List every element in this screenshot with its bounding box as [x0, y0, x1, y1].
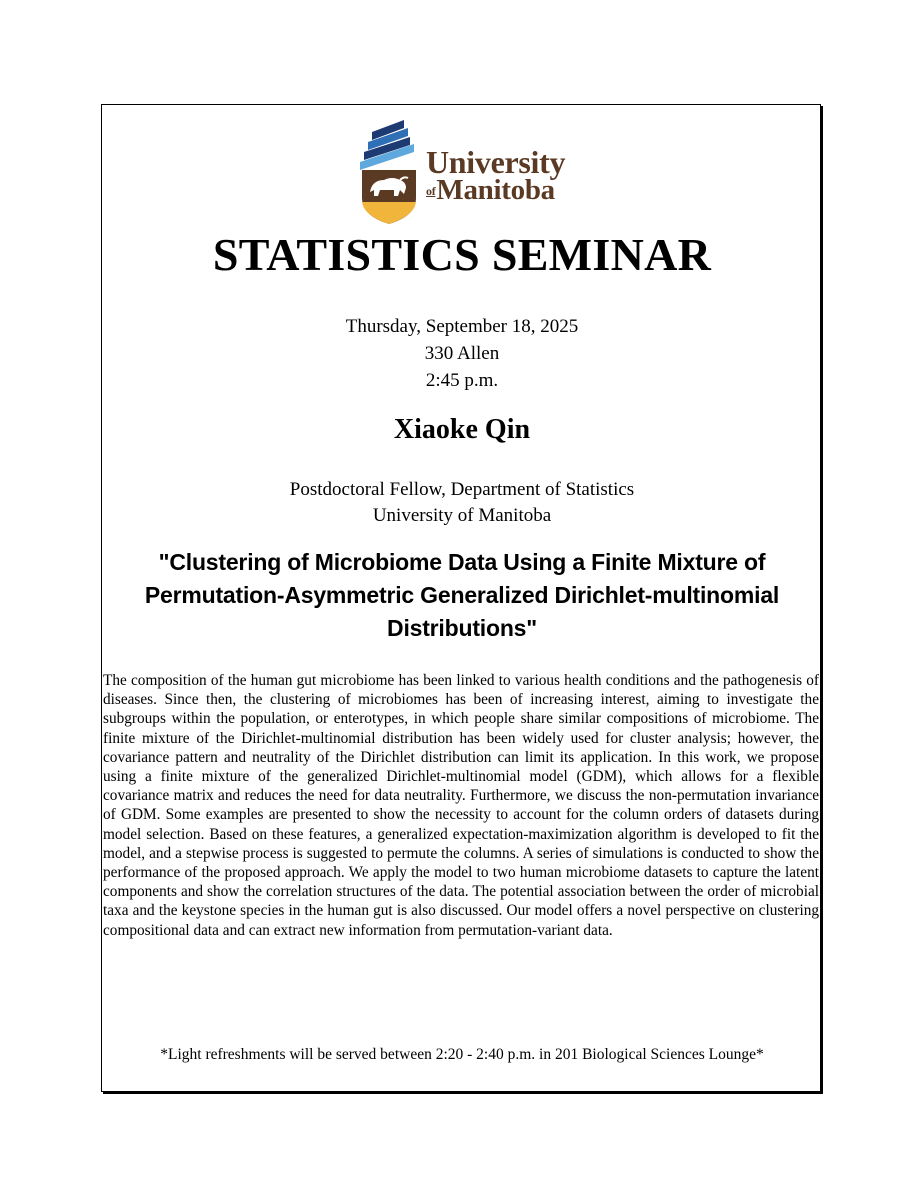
seminar-title: STATISTICS SEMINAR [212, 229, 712, 280]
university-logo [358, 120, 598, 224]
event-room: 330 Allen [424, 343, 500, 364]
poster-border-shadow-bottom [103, 1092, 823, 1094]
speaker-name: Xiaoke Qin [393, 414, 531, 445]
logo-wordmark-university: University [426, 144, 566, 180]
talk-title-line-1: "Clustering of Microbiome Data Using a Finite Mixture of [158, 549, 766, 575]
logo-wordmark-of: of [426, 184, 436, 198]
speaker-position: Postdoctoral Fellow, Department of Statistics [289, 479, 635, 500]
bison-crest-icon [358, 120, 420, 224]
refreshments-note: *Light refreshments will be served between 2:20 - 2:40 p.m. in 201 Biological Sciences Lounge* [160, 1046, 764, 1063]
talk-abstract: The composition of the human gut microbiome has been linked to various health conditions and the pathogenesis of diseases. Since then, the clustering of microbiomes has been of increasing interest, aiming to investigate the subgroups within the population, or enterotypes, in which people share similar compositions of microbiome. The finite mixture of the Dirichlet-multinomial distribution has been widely used for cluster analysis; however, the covariance pattern and neutrality of the Dirichlet distribution can limit its application. In this work, we propose using a finite mixture of the generalized Dirichlet-multinomial model (GDM), which allows for a flexible covariance matrix and reduces the need for data neutrality. Furthermore, we discuss the non-permutation invariance of GDM. Some examples are presented to show the necessity to account for the column orders of datasets during model selection. Based on these features, a generalized expectation-maximization algorithm is developed to fit the model, and a stepwise process is suggested to permute the columns. A series of simulations is conducted to show the performance of the proposed approach. We apply the model to two human microbiome datasets to capture the latent components and show the correlation structures of the data. The potential association between the order of microbial taxa and the keystone species in the human gut is also discussed. Our model offers a novel perspective on clustering compositional data and can extract new information from permutation-variant data. [103, 672, 819, 939]
logo-wordmark-manitoba-text: Manitoba [436, 174, 555, 206]
talk-title-line-3: Distributions" [387, 615, 537, 641]
talk-title [104, 546, 820, 645]
event-time: 2:45 p.m. [425, 370, 499, 391]
event-date: Thursday, September 18, 2025 [345, 316, 579, 337]
logo-wordmark-manitoba [426, 174, 555, 207]
talk-title-line-2: Permutation-Asymmetric Generalized Dirichlet-multinomial [144, 582, 780, 608]
speaker-institution: University of Manitoba [372, 505, 552, 526]
